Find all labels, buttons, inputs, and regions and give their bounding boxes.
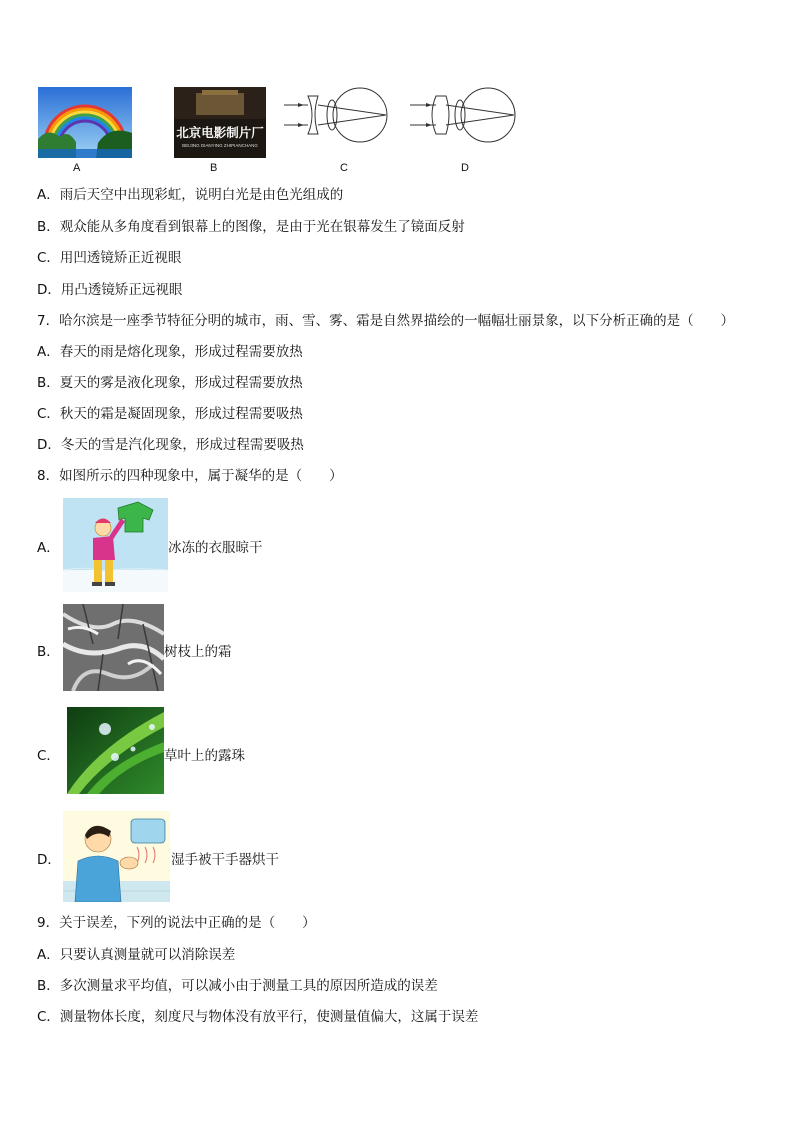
dew-on-grass-image (67, 707, 164, 794)
q6-option-b: B．观众能从多角度看到银幕上的图像，是由于光在银幕发生了镜面反射 (37, 219, 465, 235)
figure-label-c: C (340, 162, 348, 174)
q8-option-d-label: D． (37, 852, 61, 868)
q8-option-b-label: B． (37, 644, 60, 660)
q8-option-d-text: 湿手被干手器烘干 (171, 852, 279, 868)
eye-diagram-c (282, 84, 392, 146)
sign-subtext: BEIJING DIANYING ZHIPIANCHANG (182, 143, 258, 148)
q7-option-b: B．夏天的雾是液化现象，形成过程需要放热 (37, 375, 303, 391)
q8-option-c-text: 草叶上的露珠 (164, 748, 245, 764)
q6-option-a: A．雨后天空中出现彩虹，说明白光是由色光组成的 (37, 187, 344, 203)
q6-option-c: C．用凹透镜矫正近视眼 (37, 250, 182, 266)
figure-label-a: A (73, 162, 81, 174)
q6-option-d: D．用凸透镜矫正远视眼 (37, 282, 183, 298)
hand-dryer-image (63, 811, 170, 902)
q8-option-c-label: C． (37, 748, 60, 764)
q9-option-b: B．多次测量求平均值，可以减小由于测量工具的原因所造成的误差 (37, 978, 438, 994)
sign-text: 北京电影制片厂 (176, 125, 264, 140)
q7-option-d: D．冬天的雪是汽化现象，形成过程需要吸热 (37, 437, 304, 453)
q8-option-b-text: 树枝上的霜 (164, 644, 232, 660)
q9-option-a: A．只要认真测量就可以消除误差 (37, 947, 236, 963)
eye-diagram-d (408, 84, 518, 146)
q8-option-a-label: A． (37, 540, 60, 556)
q9-option-c: C．测量物体长度，刻度尺与物体没有放平行，使测量值偏大，这属于误差 (37, 1009, 479, 1025)
rainbow-image (38, 87, 132, 158)
frost-branches-image (63, 604, 164, 691)
q8-option-a-text: 冰冻的衣服晾干 (168, 540, 263, 556)
film-studio-sign-image (174, 87, 266, 158)
q9-stem: 9．关于误差，下列的说法中正确的是（ ） (37, 915, 316, 931)
q7-option-a: A．春天的雨是熔化现象，形成过程需要放热 (37, 344, 303, 360)
q8-stem: 8．如图所示的四种现象中，属于凝华的是（ ） (37, 468, 343, 484)
figure-label-b: B (210, 162, 218, 174)
q7-option-c: C．秋天的霜是凝固现象，形成过程需要吸热 (37, 406, 303, 422)
figure-label-d: D (461, 162, 469, 174)
q7-stem: 7．哈尔滨是一座季节特征分明的城市，雨、雪、雾、霜是自然界描绘的一幅幅壮丽景象，以下分析正确的是（ ） (37, 313, 735, 329)
frozen-clothes-image (63, 498, 168, 592)
